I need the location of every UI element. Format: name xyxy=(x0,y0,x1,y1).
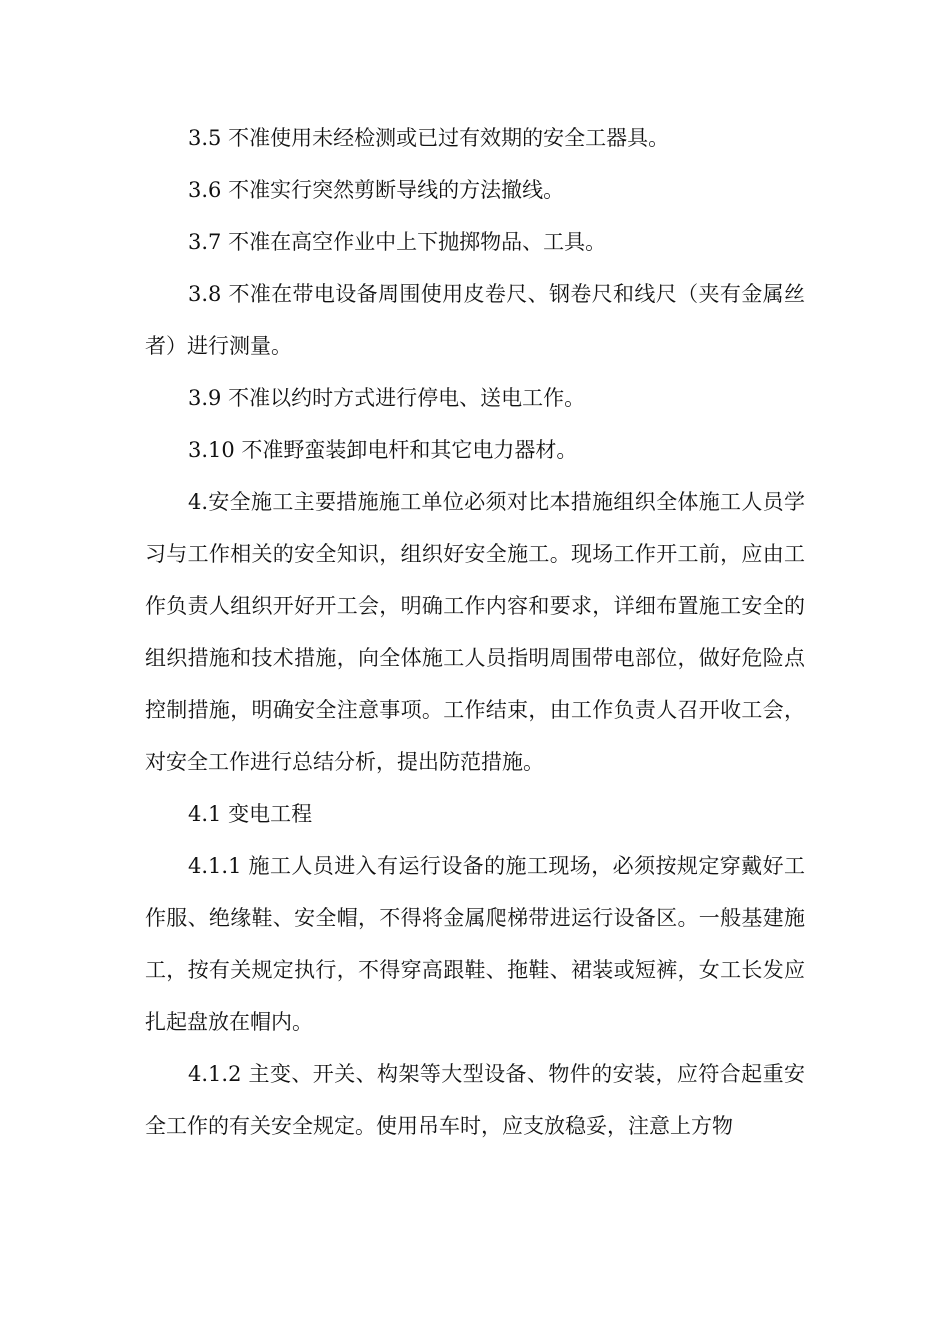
paragraph-3-8: 3.8 不准在带电设备周围使用皮卷尺、钢卷尺和线尺（夹有金属丝者）进行测量。 xyxy=(145,282,805,358)
paragraph-3-5: 3.5 不准使用未经检测或已过有效期的安全工器具。 xyxy=(188,126,670,150)
paragraph-3-7: 3.7 不准在高空作业中上下抛掷物品、工具。 xyxy=(188,230,607,254)
document-body xyxy=(145,112,805,1152)
section-heading-4-1: 4.1 变电工程 xyxy=(188,802,313,826)
paragraph-4-1-1: 4.1.1 施工人员进入有运行设备的施工现场，必须按规定穿戴好工作服、绝缘鞋、安全帽，不得将金属爬梯带进运行设备区。一般基建施工，按有关规定执行，不得穿高跟鞋、拖鞋、裙装或短裤，女工长发应扎起盘放在帽内。 xyxy=(145,854,805,1034)
paragraph-4: 4.安全施工主要措施施工单位必须对比本措施组织全体施工人员学习与工作相关的安全知识，组织好安全施工。现场工作开工前，应由工作负责人组织开好开工会，明确工作内容和要求，详细布置施工安全的组织措施和技术措施，向全体施工人员指明周围带电部位，做好危险点控制措施，明确安全注意事项。工作结束，由工作负责人召开收工会，对安全工作进行总结分析，提出防范措施。 xyxy=(145,490,805,774)
paragraph-3-9: 3.9 不准以约时方式进行停电、送电工作。 xyxy=(188,386,586,410)
paragraph-3-10: 3.10 不准野蛮装卸电杆和其它电力器材。 xyxy=(188,438,578,462)
paragraph-4-1-2: 4.1.2 主变、开关、构架等大型设备、物件的安装，应符合起重安全工作的有关安全规定。使用吊车时，应支放稳妥，注意上方物 xyxy=(145,1062,805,1138)
paragraph-3-6: 3.6 不准实行突然剪断导线的方法撤线。 xyxy=(188,178,565,202)
